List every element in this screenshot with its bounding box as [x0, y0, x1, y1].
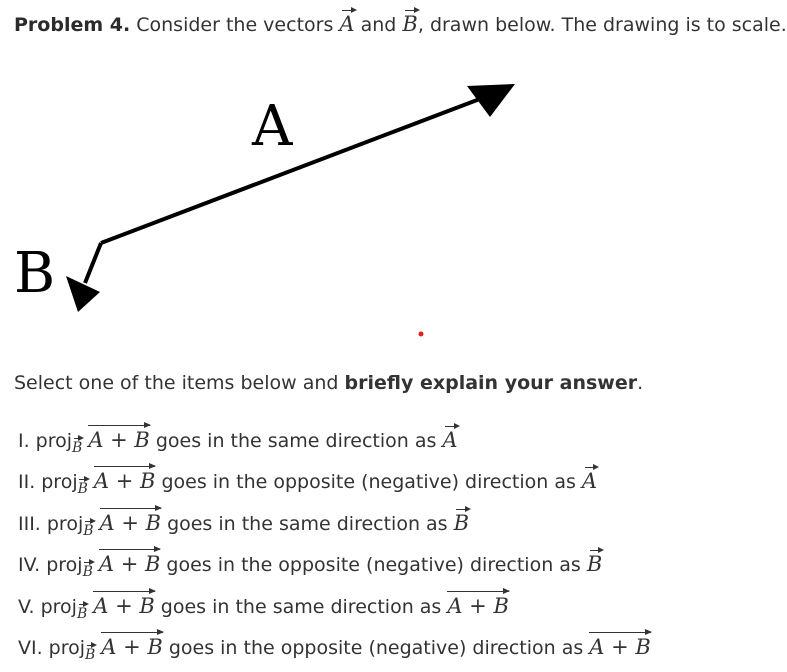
vector-a-symbol: A	[339, 12, 355, 36]
option-phrase: goes in the same direction as	[155, 430, 437, 452]
option-4[interactable]	[18, 548, 651, 589]
option-numeral: VI.	[18, 636, 43, 659]
option-proj: proj	[41, 471, 78, 494]
option-expression: A + B	[99, 548, 161, 576]
option-phrase: goes in the opposite (negative) direction as	[168, 636, 584, 659]
option-proj: proj	[35, 430, 73, 452]
red-dot	[419, 332, 424, 337]
option-proj-subscript: B	[77, 481, 88, 498]
option-proj: proj	[48, 636, 85, 659]
option-numeral: II.	[18, 471, 36, 494]
vector-b-label: B	[14, 241, 56, 306]
option-target: A	[581, 469, 598, 494]
vector-a-label: A	[252, 94, 293, 159]
option-expression: A + B	[100, 507, 162, 535]
problem-label: Problem 4.	[14, 14, 131, 36]
instructions-end: .	[637, 372, 644, 394]
option-5[interactable]	[18, 590, 651, 631]
problem-statement	[14, 12, 787, 36]
vector-diagram	[0, 70, 740, 350]
vector-a-shaft	[101, 97, 485, 243]
option-numeral: I.	[18, 430, 30, 452]
option-proj: proj	[40, 595, 77, 618]
option-expression: A + B	[93, 590, 155, 618]
option-numeral: IV.	[18, 554, 41, 577]
problem-text-and: and	[360, 14, 397, 36]
option-phrase: goes in the opposite (negative) direction as	[166, 554, 581, 577]
option-6[interactable]	[18, 631, 651, 672]
option-phrase: goes in the same direction as	[167, 512, 448, 535]
option-target: A	[442, 428, 458, 452]
option-target: A + B	[589, 631, 651, 659]
instructions-text: Select one of the items below and	[14, 372, 339, 394]
option-proj-subscript: B	[72, 440, 83, 456]
option-proj-subscript: B	[85, 646, 96, 663]
vector-b-symbol: B	[402, 12, 418, 36]
option-numeral: III.	[18, 512, 41, 535]
option-target: B	[586, 552, 603, 577]
option-expression: A + B	[101, 631, 163, 659]
option-target: B	[453, 510, 470, 535]
option-expression: A + B	[94, 465, 156, 493]
vector-b-shaft	[85, 243, 101, 283]
option-1[interactable]	[18, 424, 651, 465]
instructions-bold: briefly explain your answer	[344, 372, 638, 394]
option-2[interactable]	[18, 465, 651, 506]
problem-text-after: , drawn below. The drawing is to scale.	[417, 14, 787, 36]
problem-text-before: Consider the vectors	[136, 14, 334, 36]
option-phrase: goes in the opposite (negative) direction as	[161, 471, 576, 494]
option-numeral: V.	[18, 595, 35, 618]
option-proj: proj	[46, 554, 83, 577]
vector-b-arrowhead	[66, 276, 100, 312]
option-proj-subscript: B	[82, 564, 93, 581]
option-target: A + B	[447, 590, 509, 618]
option-3[interactable]	[18, 507, 651, 548]
option-phrase: goes in the same direction as	[160, 595, 442, 618]
instructions	[14, 372, 643, 394]
option-proj-subscript: B	[76, 605, 88, 622]
answer-options	[18, 424, 651, 672]
option-proj-subscript: B	[83, 522, 94, 539]
option-proj: proj	[46, 512, 84, 535]
option-expression: A + B	[88, 424, 150, 452]
